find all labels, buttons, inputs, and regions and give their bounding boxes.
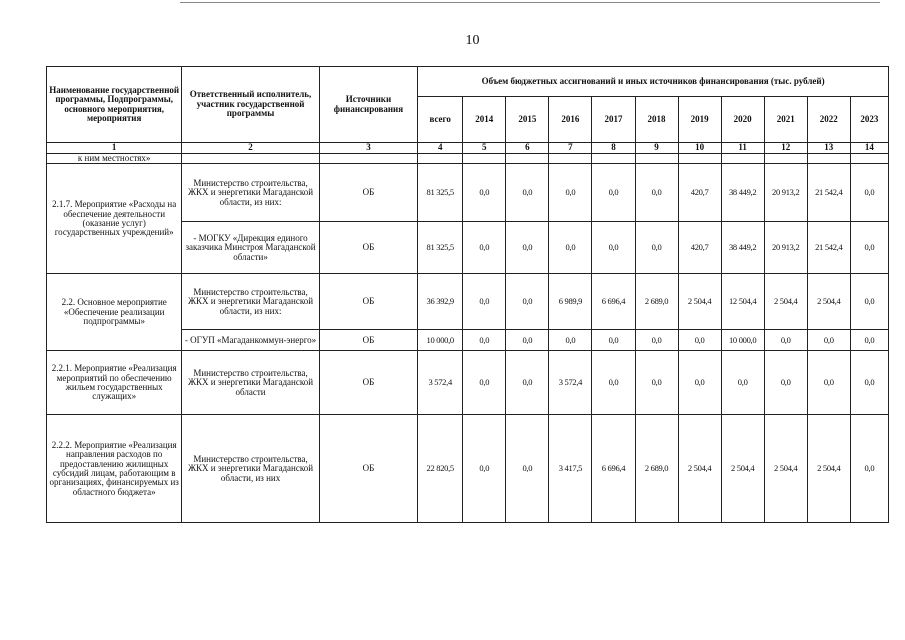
value-cell: 3 572,4 [549, 351, 592, 415]
value-cell: 12 504,4 [721, 274, 764, 330]
value-cell: 0,0 [463, 330, 506, 351]
value-cell: 0,0 [506, 164, 549, 222]
header-year: 2023 [850, 97, 888, 143]
value-cell: 6 696,4 [592, 415, 635, 523]
value-cell: 2 504,4 [764, 274, 807, 330]
value-cell: 0,0 [506, 415, 549, 523]
value-cell: 20 913,2 [764, 222, 807, 274]
value-cell: 22 820,5 [418, 415, 463, 523]
value-cell: 2 504,4 [721, 415, 764, 523]
page-number: 10 [465, 33, 480, 48]
value-cell: 2 504,4 [678, 274, 721, 330]
header-year: 2021 [764, 97, 807, 143]
column-number: 8 [592, 143, 635, 154]
column-number: 12 [764, 143, 807, 154]
value-cell: 20 913,2 [764, 164, 807, 222]
column-number: 10 [678, 143, 721, 154]
row-name: 2.2. Основное мероприятие «Обеспечение реализации подпрограммы» [47, 274, 182, 351]
value-cell: 38 449,2 [721, 222, 764, 274]
column-number: 7 [549, 143, 592, 154]
row-source: ОБ [319, 415, 417, 523]
value-cell: 0,0 [635, 164, 678, 222]
row-source: ОБ [319, 351, 417, 415]
column-number: 4 [418, 143, 463, 154]
value-cell: 0,0 [850, 222, 888, 274]
row-source: ОБ [319, 164, 417, 222]
table-row [47, 274, 889, 330]
value-cell: 81 325,5 [418, 164, 463, 222]
value-cell: 2 504,4 [807, 415, 850, 523]
value-cell: 0,0 [807, 330, 850, 351]
value-cell: 2 689,0 [635, 415, 678, 523]
row-executor: Министерство строительства, ЖКХ и энергетики Магаданской области, из них: [182, 164, 319, 222]
value-cell: 0,0 [850, 351, 888, 415]
value-cell: 0,0 [807, 351, 850, 415]
value-cell: 36 392,9 [418, 274, 463, 330]
table-row [47, 164, 889, 222]
value-cell: 0,0 [463, 274, 506, 330]
header-year: 2014 [463, 97, 506, 143]
column-number: 14 [850, 143, 888, 154]
value-cell: 2 504,4 [678, 415, 721, 523]
row-name: 2.1.7. Мероприятие «Расходы на обеспечение деятельности (оказание услуг) государственных учреждений» [47, 164, 182, 274]
value-cell: 38 449,2 [721, 164, 764, 222]
value-cell: 0,0 [463, 222, 506, 274]
value-cell: 6 989,9 [549, 274, 592, 330]
column-number: 1 [47, 143, 182, 154]
value-cell: 0,0 [506, 274, 549, 330]
header-year: 2022 [807, 97, 850, 143]
header-year: 2018 [635, 97, 678, 143]
value-cell: 2 689,0 [635, 274, 678, 330]
value-cell: 6 696,4 [592, 274, 635, 330]
value-cell: 10 000,0 [721, 330, 764, 351]
value-cell: 420,7 [678, 222, 721, 274]
continuation-text: к ним местностях» [47, 154, 182, 164]
value-cell: 0,0 [506, 351, 549, 415]
value-cell: 10 000,0 [418, 330, 463, 351]
row-executor: Министерство строительства, ЖКХ и энергетики Магаданской области [182, 351, 319, 415]
row-executor: Министерство строительства, ЖКХ и энергетики Магаданской области, из них [182, 415, 319, 523]
header-year: 2020 [721, 97, 764, 143]
row-source: ОБ [319, 222, 417, 274]
header-total: всего [418, 97, 463, 143]
value-cell: 0,0 [764, 330, 807, 351]
value-cell: 0,0 [635, 330, 678, 351]
value-cell: 0,0 [592, 330, 635, 351]
top-scan-rule [180, 2, 880, 3]
value-cell: 0,0 [721, 351, 764, 415]
table-row [47, 415, 889, 523]
value-cell: 0,0 [850, 274, 888, 330]
row-name: 2.2.1. Мероприятие «Реализация мероприятий по обеспечению жильем государственных служащих» [47, 351, 182, 415]
value-cell: 0,0 [850, 330, 888, 351]
value-cell: 0,0 [850, 164, 888, 222]
column-number: 9 [635, 143, 678, 154]
row-name: 2.2.2. Мероприятие «Реализация направления расходов по предоставлению жилищных субсидий лицам, работающим в организациях, финансируемых из областного бюджета» [47, 415, 182, 523]
header-year: 2016 [549, 97, 592, 143]
value-cell: 21 542,4 [807, 222, 850, 274]
row-executor: - МОГКУ «Дирекция единого заказчика Минстроя Магаданской области» [182, 222, 319, 274]
value-cell: 2 504,4 [764, 415, 807, 523]
value-cell: 0,0 [592, 351, 635, 415]
value-cell: 0,0 [463, 351, 506, 415]
value-cell: 420,7 [678, 164, 721, 222]
header-year: 2017 [592, 97, 635, 143]
value-cell: 0,0 [678, 330, 721, 351]
column-number: 3 [319, 143, 417, 154]
budget-table [46, 66, 889, 523]
row-source: ОБ [319, 274, 417, 330]
column-number: 5 [463, 143, 506, 154]
value-cell: 0,0 [764, 351, 807, 415]
value-cell: 0,0 [592, 164, 635, 222]
value-cell: 2 504,4 [807, 274, 850, 330]
value-cell: 3 417,5 [549, 415, 592, 523]
row-executor: - ОГУП «Магаданкоммун-энерго» [182, 330, 319, 351]
value-cell: 0,0 [549, 330, 592, 351]
value-cell: 0,0 [463, 164, 506, 222]
value-cell: 0,0 [592, 222, 635, 274]
value-cell: 0,0 [678, 351, 721, 415]
column-number: 13 [807, 143, 850, 154]
value-cell: 0,0 [850, 415, 888, 523]
column-number: 2 [182, 143, 319, 154]
row-executor: Министерство строительства, ЖКХ и энергетики Магаданской области, из них: [182, 274, 319, 330]
header-source: Источники финансирования [319, 67, 417, 143]
header-year: 2015 [506, 97, 549, 143]
header-executor: Ответственный исполнитель, участник государственной программы [182, 67, 319, 143]
table-row [47, 351, 889, 415]
value-cell: 0,0 [506, 330, 549, 351]
header-year: 2019 [678, 97, 721, 143]
header-name: Наименование государственной программы, Подпрограммы, основного мероприятия, мероприятия [47, 67, 182, 143]
value-cell: 21 542,4 [807, 164, 850, 222]
header-funding-group: Объем бюджетных ассигнований и иных источников финансирования (тыс. рублей) [418, 67, 889, 97]
value-cell: 0,0 [549, 222, 592, 274]
row-source: ОБ [319, 330, 417, 351]
value-cell: 0,0 [506, 222, 549, 274]
value-cell: 0,0 [635, 351, 678, 415]
value-cell: 0,0 [463, 415, 506, 523]
value-cell: 81 325,5 [418, 222, 463, 274]
value-cell: 0,0 [549, 164, 592, 222]
column-number: 11 [721, 143, 764, 154]
value-cell: 0,0 [635, 222, 678, 274]
value-cell: 3 572,4 [418, 351, 463, 415]
column-number: 6 [506, 143, 549, 154]
